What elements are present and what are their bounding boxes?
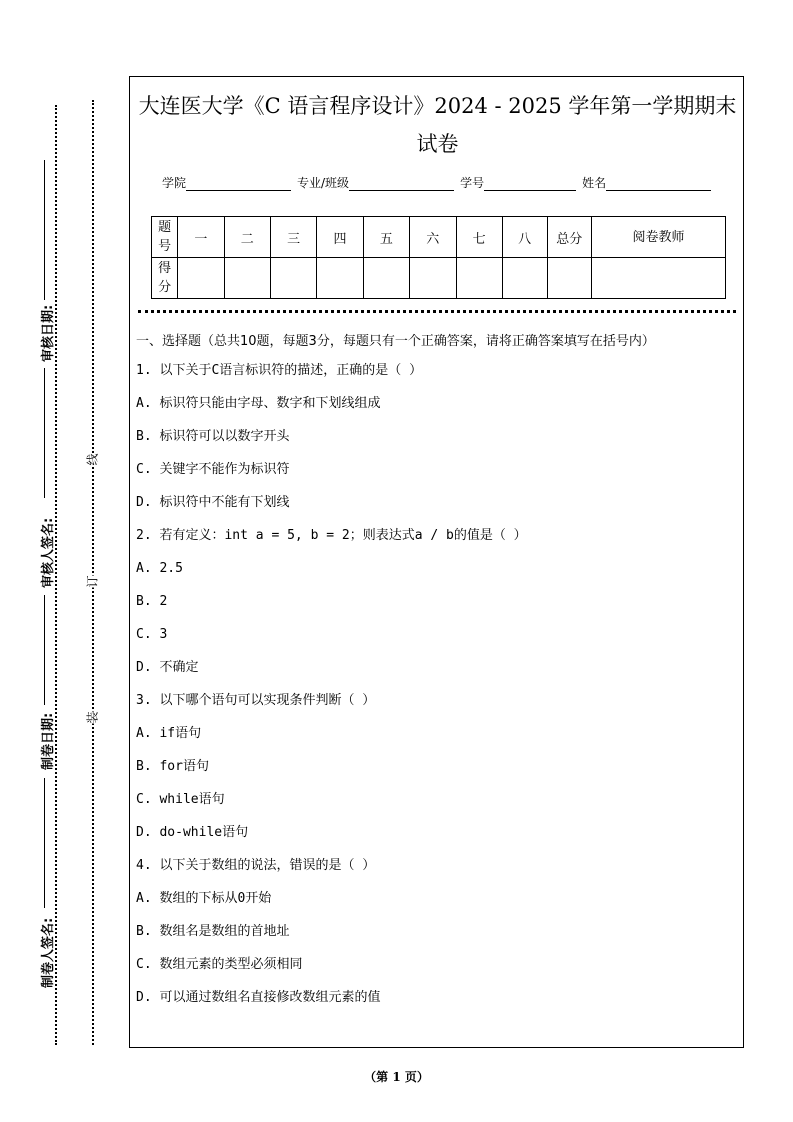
- cut-dotted-line: [92, 100, 94, 1045]
- total-score-cell[interactable]: [547, 258, 592, 299]
- option-line: B. for语句: [136, 759, 209, 774]
- score-col-header: 六: [410, 217, 456, 258]
- total-score-header: 总分: [547, 217, 592, 258]
- score-col-header: 八: [502, 217, 547, 258]
- college-blank[interactable]: [186, 178, 291, 191]
- score-table-score-row: [152, 258, 726, 299]
- score-col-header: 四: [317, 217, 363, 258]
- major-class-blank[interactable]: [349, 178, 454, 191]
- exam-frame: [129, 76, 744, 1048]
- score-col-header: 七: [456, 217, 502, 258]
- page-number: （第 1 页）: [364, 1070, 429, 1084]
- score-cell[interactable]: [224, 258, 270, 299]
- question-line: 2. 若有定义：int a = 5, b = 2；则表达式a / b的值是（ ）: [136, 528, 527, 543]
- score-cell[interactable]: [502, 258, 547, 299]
- score-cell[interactable]: [410, 258, 456, 299]
- score-table: [151, 216, 726, 299]
- score-col-header: 五: [363, 217, 409, 258]
- exam-title: 大连医大学《C 语言程序设计》2024 - 2025 学年第一学期期末试卷: [138, 94, 737, 156]
- grader-header: 阅卷教师: [592, 217, 726, 258]
- signature-line: [44, 595, 45, 705]
- question-section: [136, 331, 740, 1021]
- student-id-label: 学号: [460, 176, 485, 190]
- question-line: 3. 以下哪个语句可以实现条件判断（ ）: [136, 693, 376, 708]
- question-line: 4. 以下关于数组的说法，错误的是（ ）: [136, 858, 376, 873]
- cut-mark-bind: 订: [83, 575, 102, 587]
- binding-dotted-line: [55, 105, 57, 1045]
- signature-line: [44, 778, 45, 908]
- score-cell[interactable]: [456, 258, 502, 299]
- option-line: C. 数组元素的类型必须相同: [136, 957, 303, 972]
- option-line: A. 标识符只能由字母、数字和下划线组成: [136, 396, 381, 411]
- option-line: A. if语句: [136, 726, 202, 741]
- score-cell[interactable]: [271, 258, 317, 299]
- signature-line: [44, 368, 45, 498]
- option-line: A. 数组的下标从0开始: [136, 891, 272, 906]
- option-line: D. 不确定: [136, 660, 199, 675]
- score-cell[interactable]: [363, 258, 409, 299]
- cut-mark-install: 装: [83, 711, 102, 723]
- option-line: B. 数组名是数组的首地址: [136, 924, 290, 939]
- name-blank[interactable]: [606, 178, 711, 191]
- score-cell[interactable]: [178, 258, 224, 299]
- score-col-header: 一: [178, 217, 224, 258]
- score-cell[interactable]: [317, 258, 363, 299]
- option-line: B. 2: [136, 594, 168, 609]
- option-line: D. 可以通过数组名直接修改数组元素的值: [136, 990, 381, 1005]
- section-heading: 一、选择题（总共10题，每题3分，每题只有一个正确答案，请将正确答案填写在括号内）: [136, 334, 655, 349]
- student-info-row: [162, 174, 722, 191]
- option-line: D. do-while语句: [136, 825, 249, 840]
- option-line: C. 3: [136, 627, 168, 642]
- score-col-header: 二: [224, 217, 270, 258]
- section-divider: [138, 310, 736, 313]
- score-col-header: 三: [271, 217, 317, 258]
- score-table-header-row: [152, 217, 726, 258]
- student-id-blank[interactable]: [484, 178, 576, 191]
- option-line: D. 标识符中不能有下划线: [136, 495, 290, 510]
- option-line: A. 2.5: [136, 561, 183, 576]
- question-number-label: 题号: [152, 217, 178, 258]
- binding-margin: 审核日期: 审核人签名: 制卷日期: 制卷人签名:: [0, 0, 60, 1122]
- option-line: B. 标识符可以以数字开头: [136, 429, 290, 444]
- name-label: 姓名: [582, 176, 607, 190]
- grader-cell[interactable]: [592, 258, 726, 299]
- major-class-label: 专业/班级: [297, 176, 350, 190]
- option-line: C. while语句: [136, 792, 225, 807]
- signature-line: [44, 160, 45, 300]
- option-line: C. 关键字不能作为标识符: [136, 462, 290, 477]
- college-label: 学院: [162, 176, 187, 190]
- cut-mark-line: 线: [83, 453, 102, 465]
- score-label: 得分: [152, 258, 178, 299]
- question-line: 1. 以下关于C语言标识符的描述，正确的是（ ）: [136, 363, 423, 378]
